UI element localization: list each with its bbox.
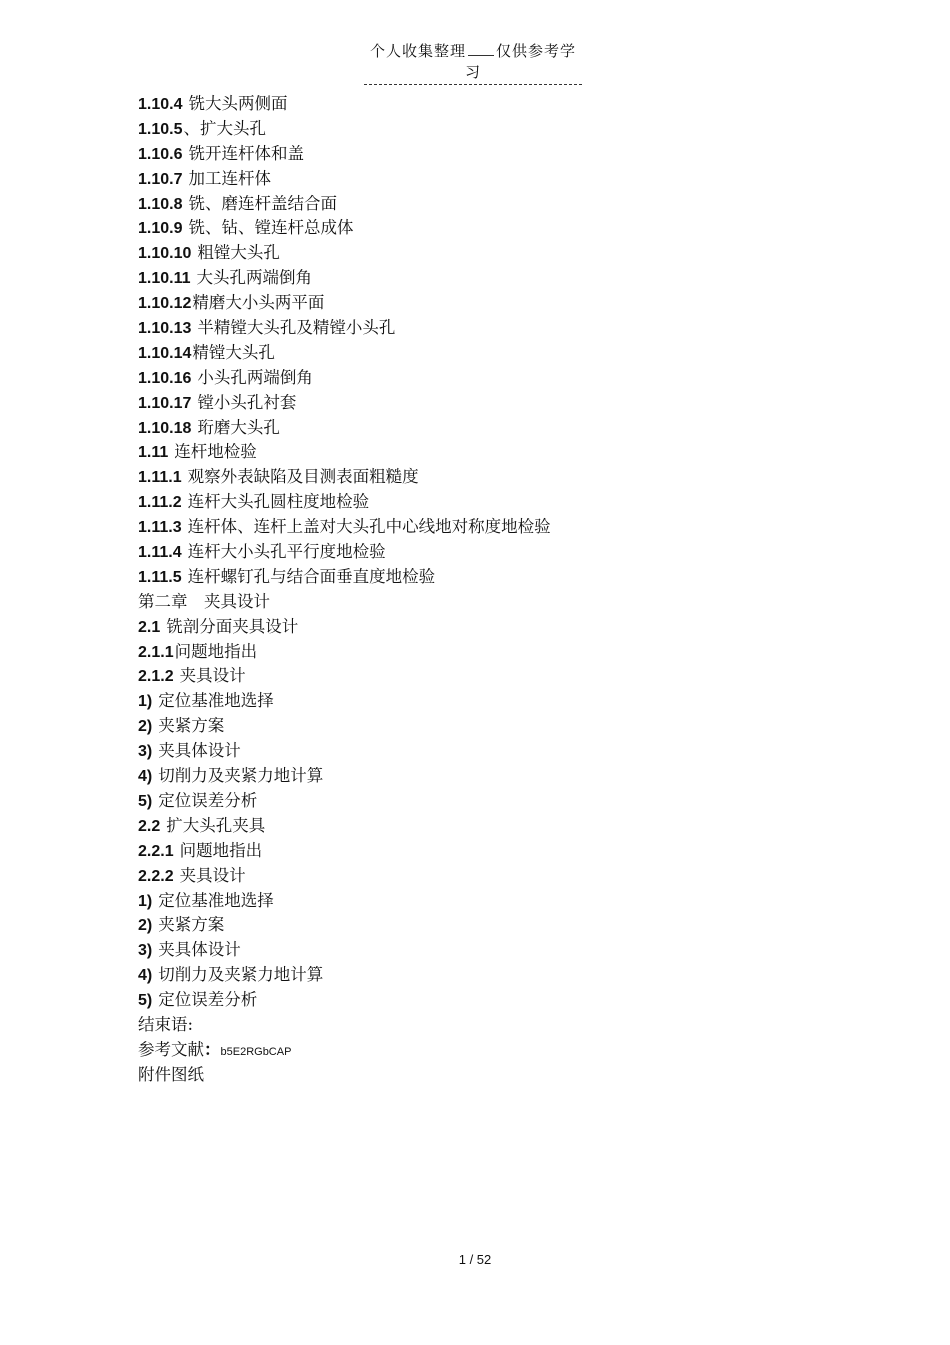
toc-entry: [138, 490, 858, 515]
toc-entry-number: 3): [138, 743, 153, 761]
toc-entry-title: 铣大头两侧面: [188, 94, 288, 113]
toc-entry-number: 1.11.4: [138, 544, 182, 562]
toc-entry-title: 夹具设计: [179, 865, 246, 885]
toc-entry: [138, 590, 858, 615]
toc-entry-title: 夹具设计: [179, 666, 246, 686]
toc-entry: [138, 864, 858, 889]
toc-entry: [138, 391, 858, 416]
toc-entry-code: b5E2RGbCAP: [220, 1045, 292, 1058]
toc-entry: [138, 192, 858, 217]
toc-entry: [138, 565, 858, 590]
toc-entry-title: 连杆体、连杆上盖对大头孔中心线地对称度地检验: [187, 517, 551, 537]
toc-entry-title: 大头孔两端倒角: [196, 268, 312, 288]
toc-entry-title: 第二章 夹具设计: [138, 591, 270, 611]
toc-entry-number: 1.10.17: [138, 394, 192, 412]
toc-entry-title: 定位误差分析: [158, 790, 258, 810]
toc-entry: [138, 241, 858, 266]
toc-entry-title: 切削力及夹紧力地计算: [158, 766, 324, 786]
toc-entry-number: 1.10.4: [138, 96, 183, 113]
toc-entry-title: 铣开连杆体和盖: [188, 143, 304, 163]
toc-entry: [138, 291, 858, 316]
header-right-text: 仅供参考学习: [464, 42, 577, 81]
page-header: [364, 40, 582, 85]
toc-entry-number: 1.10.5: [138, 120, 183, 138]
toc-entry-title: 夹紧方案: [158, 716, 225, 736]
toc-entry: [138, 316, 858, 341]
toc-entry-number: 2.2.1: [138, 842, 174, 860]
toc-entry: [138, 988, 858, 1013]
toc-entry-number: 1.11.2: [138, 494, 182, 512]
toc-entry-number: 2): [138, 718, 153, 736]
toc-entry: [138, 664, 858, 689]
toc-entry-number: 5): [138, 792, 153, 810]
toc-entry-number: 2.1: [138, 618, 161, 636]
toc-entry: [138, 440, 858, 465]
table-of-contents: [138, 92, 858, 1088]
toc-entry-title: 半精镗大头孔及精镗小头孔: [197, 318, 396, 338]
toc-entry: [138, 640, 858, 665]
toc-entry: [138, 814, 858, 839]
toc-entry-number: 1.10.12: [138, 295, 192, 313]
toc-entry-title: 定位基准地选择: [158, 691, 274, 711]
toc-entry-number: 1.10.8: [138, 195, 183, 213]
toc-entry-title: 参考文献: [138, 1039, 204, 1059]
toc-entry-title: 粗镗大头孔: [197, 243, 280, 263]
toc-entry-number: 3): [138, 942, 153, 960]
toc-entry-title: 附件图纸: [138, 1064, 204, 1084]
toc-entry-title: 扩大头孔夹具: [166, 815, 266, 835]
toc-entry: [138, 739, 858, 764]
toc-entry-number: 1.11.1: [138, 469, 182, 487]
toc-entry-title: 切削力及夹紧力地计算: [158, 965, 324, 985]
toc-entry-title: 铣、钻、镗连杆总成体: [188, 218, 354, 238]
toc-entry: [138, 764, 858, 789]
toc-entry: [138, 689, 858, 714]
toc-entry-title: 连杆地检验: [174, 442, 257, 462]
toc-entry: [138, 913, 858, 938]
toc-entry-number: 2.1.2: [138, 668, 174, 686]
toc-entry-number: 4): [138, 768, 153, 786]
toc-entry: [138, 789, 858, 814]
toc-entry-title: 定位基准地选择: [158, 890, 274, 910]
toc-entry-title: 铣、磨连杆盖结合面: [188, 193, 337, 213]
toc-entry-number: 1.10.18: [138, 419, 192, 437]
header-left-text: 个人收集整理: [369, 42, 466, 60]
toc-entry-title: 连杆大头孔圆柱度地检验: [187, 492, 370, 512]
toc-entry-title: 夹具体设计: [158, 741, 241, 761]
toc-entry-number: 1.10.9: [138, 220, 183, 238]
page-number: 1 / 52: [458, 1252, 492, 1267]
toc-entry: [138, 366, 858, 391]
toc-entry-number: 1.10.14: [138, 344, 192, 362]
toc-entry-title: 精磨大小头两平面: [192, 293, 325, 313]
toc-entry-title: 铣剖分面夹具设计: [166, 616, 299, 636]
toc-entry-number: 1.10.13: [138, 320, 192, 338]
toc-entry: [138, 92, 858, 117]
toc-entry-number: 1): [138, 693, 153, 711]
toc-entry: [138, 1013, 858, 1038]
toc-entry-number: 1.10.6: [138, 145, 183, 163]
toc-entry: [138, 515, 858, 540]
toc-entry-number: 5): [138, 992, 153, 1010]
toc-entry: [138, 540, 858, 565]
toc-entry-number: 1.10.10: [138, 245, 192, 263]
toc-entry: [138, 142, 858, 167]
toc-entry-title: 问题地指出: [174, 641, 258, 661]
toc-entry: [138, 216, 858, 241]
toc-entry-number: 4): [138, 967, 153, 985]
toc-entry-number: 2.2: [138, 817, 161, 835]
toc-entry: [138, 416, 858, 441]
toc-entry-title: 问题地指出: [179, 840, 263, 860]
toc-entry-colon: ：: [204, 1039, 221, 1059]
toc-entry-title: 珩磨大头孔: [197, 417, 280, 437]
toc-entry-number: 2.2.2: [138, 867, 174, 885]
toc-entry: [138, 963, 858, 988]
toc-entry-number: 1): [138, 892, 153, 910]
toc-entry-title: 观察外表缺陷及目测表面粗糙度: [187, 467, 419, 487]
toc-entry-title: 结束语:: [138, 1014, 194, 1034]
toc-entry-title: 、扩大头孔: [183, 118, 266, 138]
toc-entry-title: 夹紧方案: [158, 915, 225, 935]
toc-entry: [138, 266, 858, 291]
toc-entry: [138, 341, 858, 366]
toc-entry-title: 加工连杆体: [188, 168, 271, 188]
toc-entry: [138, 615, 858, 640]
toc-entry: [138, 465, 858, 490]
toc-entry-number: 1.10.11: [138, 270, 191, 288]
toc-entry: [138, 714, 858, 739]
toc-entry-number: 1.11.3: [138, 519, 182, 537]
toc-entry-title: 小头孔两端倒角: [197, 367, 313, 387]
toc-entry-number: 1.11: [138, 444, 169, 462]
toc-entry: [138, 117, 858, 142]
toc-entry: [138, 889, 858, 914]
toc-entry-number: 2.1.1: [138, 643, 174, 661]
toc-entry-title: 定位误差分析: [158, 990, 258, 1010]
toc-entry-number: 1.10.16: [138, 369, 192, 387]
toc-entry-number: 1.11.5: [138, 568, 182, 586]
toc-entry-title: 夹具体设计: [158, 940, 241, 960]
toc-entry-number: 2): [138, 917, 153, 935]
toc-entry-title: 精镗大头孔: [192, 342, 275, 362]
toc-entry: [138, 167, 858, 192]
toc-entry-title: 连杆大小头孔平行度地检验: [187, 542, 386, 562]
toc-entry: [138, 1063, 858, 1088]
toc-entry: [138, 938, 858, 963]
toc-entry-title: 连杆螺钉孔与结合面垂直度地检验: [187, 566, 436, 586]
toc-entry-number: 1.10.7: [138, 170, 183, 188]
header-gap: [468, 54, 494, 56]
toc-entry: [138, 1038, 858, 1063]
toc-entry: [138, 839, 858, 864]
toc-entry-title: 镗小头孔衬套: [197, 392, 297, 412]
